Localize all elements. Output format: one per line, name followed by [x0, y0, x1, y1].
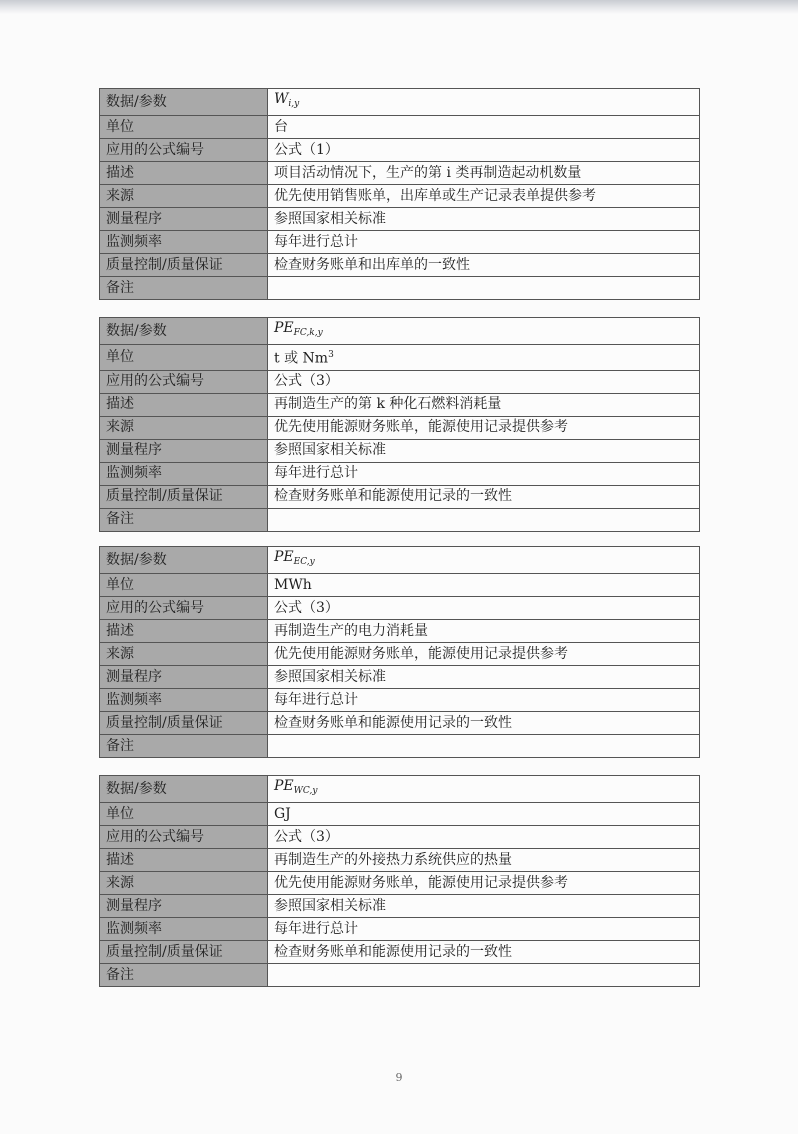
formula-value: 公式（3） [268, 370, 700, 393]
label-qc: 质量控制/质量保证 [100, 712, 268, 735]
row-description [100, 620, 700, 643]
label-qc: 质量控制/质量保证 [100, 941, 268, 964]
description-value: 项目活动情况下，生产的第 i 类再制造起动机数量 [268, 162, 700, 185]
row-unit [100, 116, 700, 139]
label-unit: 单位 [100, 345, 268, 371]
parameter-table-pe-wc-y [99, 775, 700, 987]
row-note [100, 735, 700, 758]
label-description: 描述 [100, 162, 268, 185]
row-unit [100, 345, 700, 371]
label-procedure: 测量程序 [100, 208, 268, 231]
row-param [100, 776, 700, 803]
param-symbol: $PE_{WC,y}$ [268, 776, 700, 803]
procedure-value: 参照国家相关标准 [268, 895, 700, 918]
description-value: 再制造生产的电力消耗量 [268, 620, 700, 643]
qc-value: 检查财务账单和能源使用记录的一致性 [268, 485, 700, 508]
label-frequency: 监测频率 [100, 462, 268, 485]
frequency-value: 每年进行总计 [268, 462, 700, 485]
parameter-table-pe-ec-y [99, 546, 700, 758]
row-qc [100, 941, 700, 964]
unit-value: GJ [268, 803, 700, 826]
row-procedure [100, 208, 700, 231]
source-value: 优先使用能源财务账单，能源使用记录提供参考 [268, 416, 700, 439]
param-symbol: $PE_{EC,y}$ [268, 547, 700, 574]
label-source: 来源 [100, 185, 268, 208]
formula-value: 公式（3） [268, 826, 700, 849]
label-param: 数据/参数 [100, 547, 268, 574]
label-frequency: 监测频率 [100, 689, 268, 712]
row-source [100, 872, 700, 895]
row-formula [100, 370, 700, 393]
row-description [100, 849, 700, 872]
row-formula [100, 139, 700, 162]
scan-edge-shadow [0, 0, 798, 14]
label-frequency: 监测频率 [100, 918, 268, 941]
label-unit: 单位 [100, 116, 268, 139]
frequency-value: 每年进行总计 [268, 231, 700, 254]
row-source [100, 185, 700, 208]
source-value: 优先使用销售账单，出库单或生产记录表单提供参考 [268, 185, 700, 208]
label-formula: 应用的公式编号 [100, 139, 268, 162]
procedure-value: 参照国家相关标准 [268, 208, 700, 231]
label-description: 描述 [100, 393, 268, 416]
row-source [100, 416, 700, 439]
label-param: 数据/参数 [100, 776, 268, 803]
frequency-value: 每年进行总计 [268, 689, 700, 712]
source-value: 优先使用能源财务账单，能源使用记录提供参考 [268, 643, 700, 666]
label-param: 数据/参数 [100, 89, 268, 116]
row-param [100, 318, 700, 345]
row-frequency [100, 918, 700, 941]
param-symbol: $PE_{FC,k,y}$ [268, 318, 700, 345]
param-symbol: $W_{i,y}$ [268, 89, 700, 116]
row-unit [100, 803, 700, 826]
row-note [100, 508, 700, 531]
label-formula: 应用的公式编号 [100, 597, 268, 620]
qc-value: 检查财务账单和能源使用记录的一致性 [268, 712, 700, 735]
parameter-table-pe-fc-k-y [99, 317, 700, 532]
row-frequency [100, 462, 700, 485]
page-number: 9 [395, 1071, 403, 1084]
label-qc: 质量控制/质量保证 [100, 254, 268, 277]
label-frequency: 监测频率 [100, 231, 268, 254]
label-formula: 应用的公式编号 [100, 826, 268, 849]
label-procedure: 测量程序 [100, 895, 268, 918]
label-qc: 质量控制/质量保证 [100, 485, 268, 508]
row-note [100, 277, 700, 300]
formula-value: 公式（1） [268, 139, 700, 162]
row-procedure [100, 895, 700, 918]
label-source: 来源 [100, 872, 268, 895]
row-procedure [100, 666, 700, 689]
row-description [100, 162, 700, 185]
row-param [100, 89, 700, 116]
label-source: 来源 [100, 643, 268, 666]
label-note: 备注 [100, 964, 268, 987]
procedure-value: 参照国家相关标准 [268, 439, 700, 462]
row-param [100, 547, 700, 574]
label-description: 描述 [100, 849, 268, 872]
label-unit: 单位 [100, 803, 268, 826]
source-value: 优先使用能源财务账单，能源使用记录提供参考 [268, 872, 700, 895]
formula-value: 公式（3） [268, 597, 700, 620]
parameter-table-w-i-y [99, 88, 700, 300]
row-qc [100, 485, 700, 508]
row-qc [100, 712, 700, 735]
label-source: 来源 [100, 416, 268, 439]
label-procedure: 测量程序 [100, 439, 268, 462]
row-procedure [100, 439, 700, 462]
row-unit [100, 574, 700, 597]
row-frequency [100, 231, 700, 254]
note-value [268, 508, 700, 531]
qc-value: 检查财务账单和出库单的一致性 [268, 254, 700, 277]
note-value [268, 277, 700, 300]
row-formula [100, 826, 700, 849]
description-value: 再制造生产的第 k 种化石燃料消耗量 [268, 393, 700, 416]
row-formula [100, 597, 700, 620]
row-description [100, 393, 700, 416]
note-value [268, 964, 700, 987]
note-value [268, 735, 700, 758]
label-note: 备注 [100, 277, 268, 300]
description-value: 再制造生产的外接热力系统供应的热量 [268, 849, 700, 872]
procedure-value: 参照国家相关标准 [268, 666, 700, 689]
label-description: 描述 [100, 620, 268, 643]
unit-value: t 或 Nm$^3$ [268, 345, 700, 371]
label-param: 数据/参数 [100, 318, 268, 345]
row-note [100, 964, 700, 987]
unit-value: MWh [268, 574, 700, 597]
row-source [100, 643, 700, 666]
frequency-value: 每年进行总计 [268, 918, 700, 941]
unit-value: 台 [268, 116, 700, 139]
row-frequency [100, 689, 700, 712]
label-unit: 单位 [100, 574, 268, 597]
label-note: 备注 [100, 508, 268, 531]
label-formula: 应用的公式编号 [100, 370, 268, 393]
label-procedure: 测量程序 [100, 666, 268, 689]
label-note: 备注 [100, 735, 268, 758]
qc-value: 检查财务账单和能源使用记录的一致性 [268, 941, 700, 964]
row-qc [100, 254, 700, 277]
